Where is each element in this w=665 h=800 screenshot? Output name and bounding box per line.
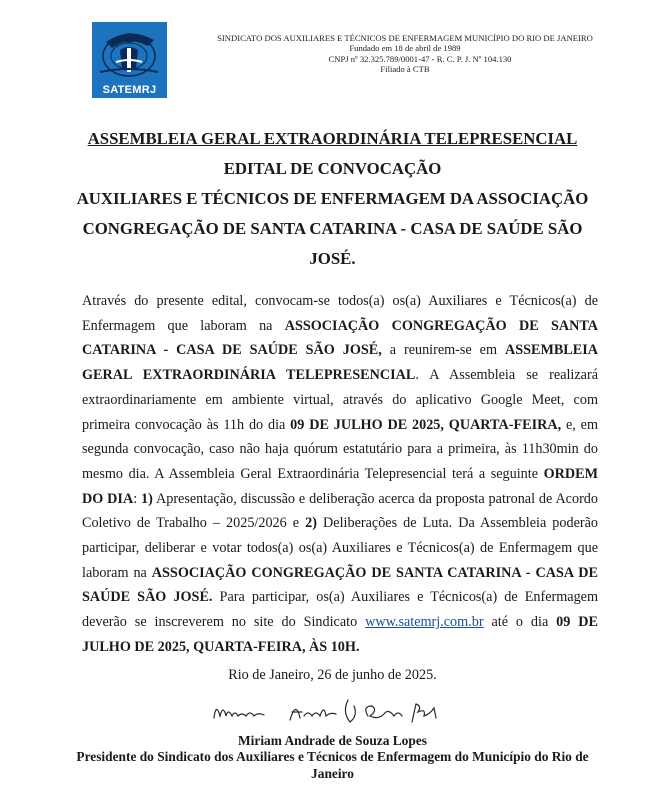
body-text: a reunirem-se em bbox=[381, 342, 505, 359]
edital-title: EDITAL DE CONVOCAÇÃO bbox=[223, 159, 442, 178]
nurse-emblem-icon bbox=[92, 22, 167, 84]
sindicato-website-link[interactable]: www.satemrj.com.br bbox=[365, 614, 484, 631]
body-text: Apresentação, discussão e deliberação acerca da proposta patronal de Acordo Coletivo de Trabalho – 2025/2026 e bbox=[82, 490, 598, 532]
signer-block bbox=[60, 733, 605, 782]
assembly-title: ASSEMBLEIA GERAL EXTRAORDINÁRIA TELEPRESENCIAL bbox=[87, 129, 578, 148]
signer-name: Miriam Andrade de Souza Lopes bbox=[238, 733, 427, 748]
org-header bbox=[190, 33, 620, 75]
body-bold: 1) bbox=[141, 490, 153, 507]
founded-date: Fundado em 18 de abril de 1989 bbox=[349, 43, 461, 54]
subject-line-2: CONGREGAÇÃO DE SANTA CATARINA - CASA DE SAÚDE SÃO bbox=[82, 219, 583, 238]
subject-line-3: JOSÉ. bbox=[309, 249, 356, 268]
body-text: até o dia bbox=[483, 614, 557, 631]
body-bold: 09 DE JULHO DE 2025, QUARTA-FEIRA, bbox=[290, 416, 562, 433]
body-text: . A Assembleia se realizará extraordinariamente em ambiente virtual, através do aplicativo Google Meet, com primeira convocação às 11h do dia bbox=[82, 367, 598, 433]
satemrj-logo bbox=[92, 22, 167, 98]
body-bold: ASSOCIAÇÃO CONGREGAÇÃO DE SANTA CATARINA - CASA DE SAÚDE SÃO JOSÉ. bbox=[82, 564, 598, 606]
document-date: Rio de Janeiro, 26 de junho de 2025. bbox=[228, 667, 437, 683]
body-bold: 2) bbox=[305, 515, 317, 532]
body-bold: 09 DE JULHO DE 2025, QUARTA-FEIRA, ÀS 10H. bbox=[82, 614, 598, 655]
affiliation: Filiado à CTB bbox=[380, 64, 430, 75]
subject-line-1: AUXILIARES E TÉCNICOS DE ENFERMAGEM DA ASSOCIAÇÃO bbox=[76, 189, 589, 208]
body-text: : bbox=[133, 490, 142, 507]
registration-numbers: CNPJ nº 32.325.789/0001-47 - R. C. P. J. Nº 104.130 bbox=[328, 53, 512, 64]
logo-text: SATEMRJ bbox=[102, 84, 157, 96]
signer-title: Presidente do Sindicato dos Auxiliares e Técnicos de Enfermagem do Município do Rio de Janeiro bbox=[76, 749, 589, 781]
body-bold: ASSOCIAÇÃO CONGREGAÇÃO DE SANTA CATARINA - CASA DE SAÚDE SÃO JOSÉ, bbox=[82, 317, 598, 359]
org-name: SINDICATO DOS AUXILIARES E TÉCNICOS DE ENFERMAGEM MUNICÍPIO DO RIO DE JANEIRO bbox=[217, 33, 593, 43]
document-titles bbox=[50, 124, 615, 274]
notice-body bbox=[82, 289, 598, 660]
body-text: Através do presente edital, convocam-se todos(a) os(a) Auxiliares e Técnicos(a) de Enfermagem que laboram na bbox=[82, 293, 598, 334]
body-text: Para participar, os(a) Auxiliares e Técnicos(a) de Enfermagem deverão se inscreverem no site do Sindicato bbox=[82, 589, 598, 631]
handwritten-signature bbox=[208, 694, 458, 728]
body-text: Deliberações de Luta. Da Assembleia poderão participar, deliberar e votar todos(a) os(a) Auxiliares e Técnicos(a) de Enfermagem que laboram na bbox=[82, 515, 598, 581]
body-text: e, em segunda convocação, caso não haja quórum estatutário para a primeira, às 11h30min do mesmo dia. A Assembleia Geral Extraordinária Telepresencial terá a seguinte bbox=[82, 416, 599, 482]
body-bold: ORDEM DO DIA bbox=[82, 465, 598, 507]
body-bold: ASSEMBLEIA GERAL EXTRAORDINÁRIA TELEPRESENCIAL bbox=[82, 342, 598, 384]
